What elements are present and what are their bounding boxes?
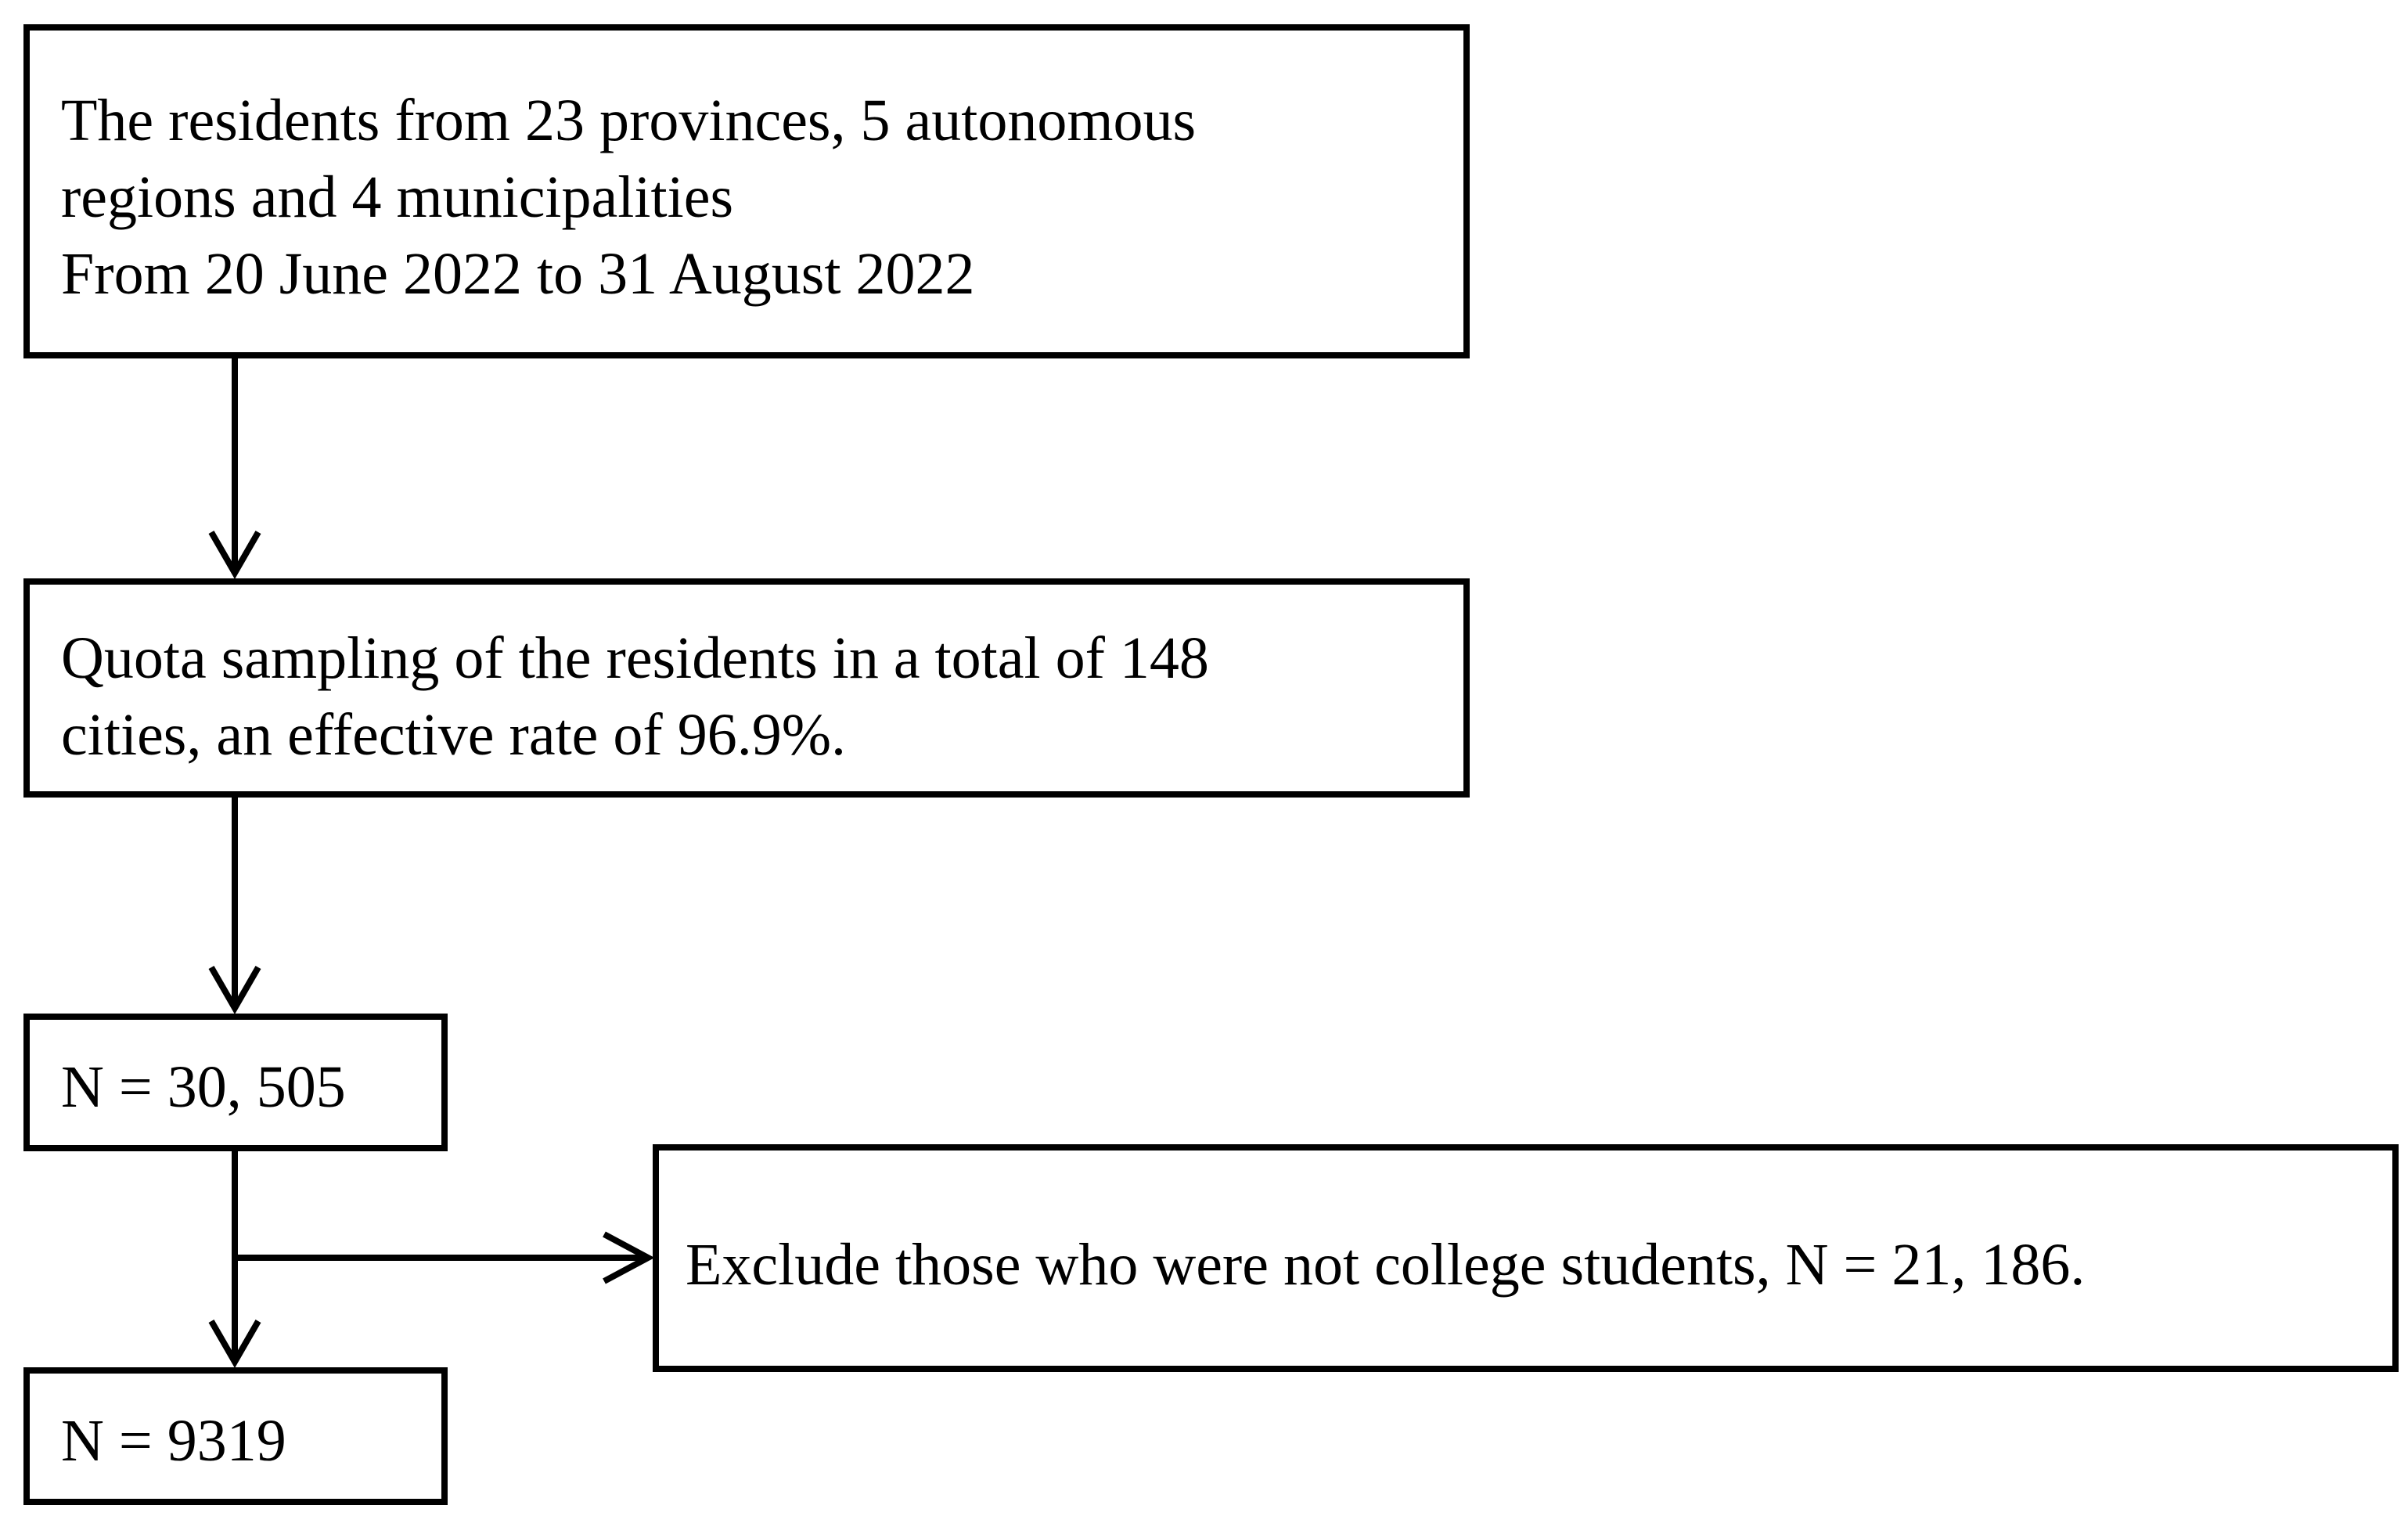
residents-line-3: From 20 June 2022 to 31 August 2022 [61,241,975,307]
residents-line-1: The residents from 23 provinces, 5 autonomous [61,88,1197,153]
residents-line-2: regions and 4 municipalities [61,164,734,230]
residents-box [23,24,1470,358]
residents-text [61,82,1463,312]
quota-line-2: cities, an effective rate of 96.9%. [61,702,847,768]
n-final-line-1: N = 9319 [61,1408,286,1474]
n-final-box [23,1367,448,1505]
quota-sampling-text [61,620,1463,773]
quota-sampling-box [23,578,1470,798]
exclusion-line-1: Exclude those who were not college students, N = 21, 186. [686,1232,2086,1298]
n-total-box [23,1014,448,1151]
quota-line-1: Quota sampling of the residents in a total of 148 [61,625,1209,691]
n-total-line-1: N = 30, 505 [61,1054,346,1120]
exclusion-box [653,1144,2399,1372]
exclusion-text [686,1226,2392,1303]
n-total-text [61,1049,441,1125]
n-final-text [61,1403,441,1479]
